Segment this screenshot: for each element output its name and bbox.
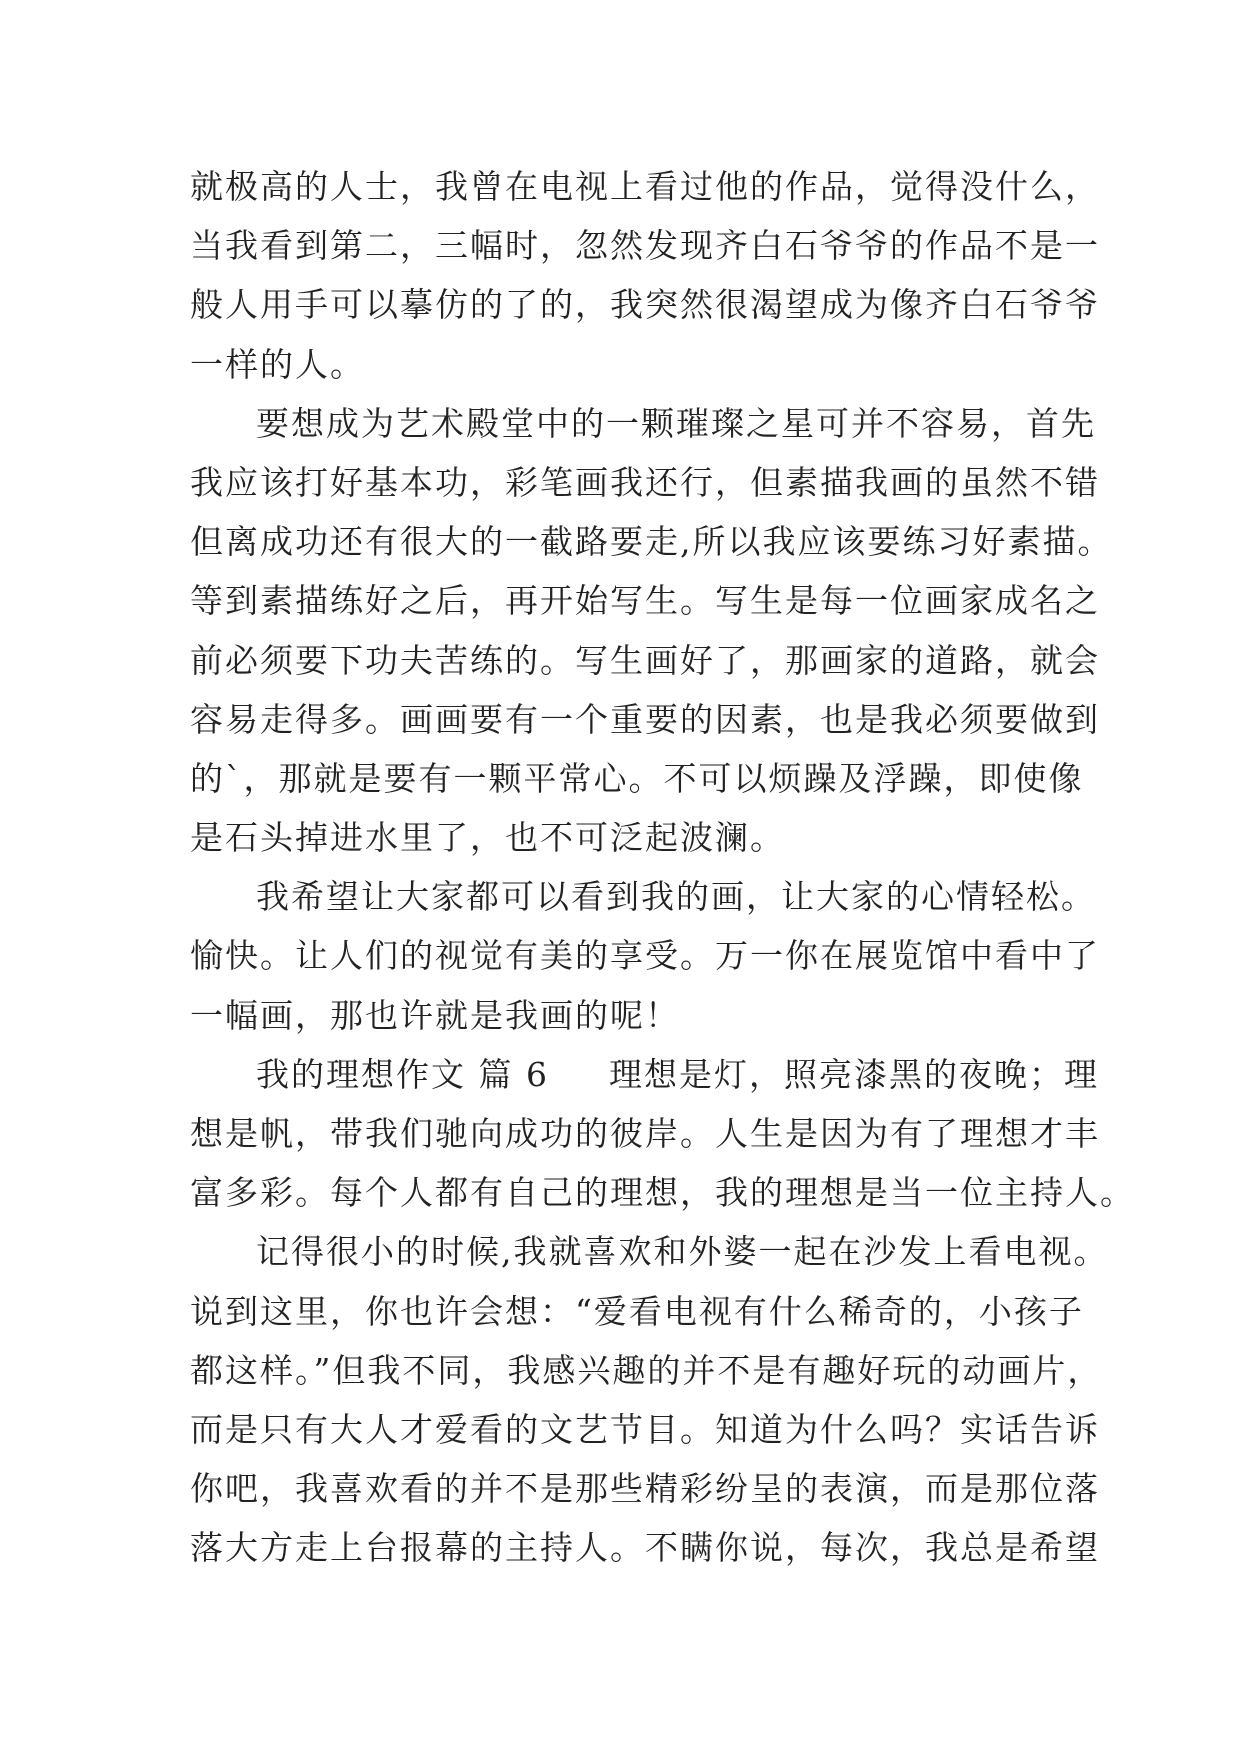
section-heading: 我的理想作文 篇 6 xyxy=(256,1054,549,1094)
text-line: 般人用手可以摹仿的了的，我突然很渴望成为像齐白石爷爷 xyxy=(190,285,1100,325)
text-line: 当我看到第二，三幅时，忽然发现齐白石爷爷的作品不是一 xyxy=(190,226,1100,266)
paragraph-start-line: 我希望让大家都可以看到我的画，让大家的心情轻松。 xyxy=(256,877,1096,917)
paragraph-start-line: 要想成为艺术殿堂中的一颗璀璨之星可并不容易，首先 xyxy=(256,403,1096,443)
document-body xyxy=(190,157,1135,1578)
text-line: 一样的人。 xyxy=(190,344,365,384)
text-line: 你吧，我喜欢看的并不是那些精彩纷呈的表演，而是那位落 xyxy=(190,1469,1100,1509)
text-line: 的`，那就是要有一颗平常心。不可以烦躁及浮躁，即使像 xyxy=(190,758,1084,798)
text-line: 就极高的人士，我曾在电视上看过他的作品，觉得没什么， xyxy=(190,167,1100,206)
text-line: 但离成功还有很大的一截路要走,所以我应该要练习好素描。 xyxy=(190,522,1113,562)
text-line: 等到素描练好之后，再开始写生。写生是每一位画家成名之 xyxy=(190,581,1100,621)
paragraph-start-line: 记得很小的时候,我就喜欢和外婆一起在沙发上看电视。 xyxy=(256,1232,1109,1272)
text-line: 前必须要下功夫苦练的。写生画好了，那画家的道路，就会 xyxy=(190,640,1100,680)
text-line: 落大方走上台报幕的主持人。不瞒你说，每次，我总是希望 xyxy=(190,1528,1100,1568)
text-line: 而是只有大人才爱看的文艺节目。知道为什么吗？实话告诉 xyxy=(190,1409,1100,1449)
text-line: 说到这里，你也许会想：“爱看电视有什么稀奇的，小孩子 xyxy=(190,1291,1084,1331)
text-line: 想是帆，带我们驰向成功的彼岸。人生是因为有了理想才丰 xyxy=(190,1114,1100,1153)
text-line: 我应该打好基本功，彩笔画我还行，但素描我画的虽然不错 xyxy=(190,462,1100,502)
text-line: 是石头掉进水里了，也不可泛起波澜。 xyxy=(190,818,785,858)
text-line: 富多彩。每个人都有自己的理想，我的理想是当一位主持人。 xyxy=(190,1173,1135,1213)
section-first-sentence: 理想是灯，照亮漆黑的夜晚；理 xyxy=(608,1054,1099,1094)
text-line: 容易走得多。画画要有一个重要的因素，也是我必须要做到 xyxy=(190,699,1100,739)
text-line: 愉快。让人们的视觉有美的享受。万一你在展览馆中看中了 xyxy=(190,936,1100,976)
text-line: 一幅画，那也许就是我画的呢！ xyxy=(190,995,680,1035)
section-heading-line xyxy=(190,1045,1099,1104)
text-line: 都这样。”但我不同，我感兴趣的并不是有趣好玩的动画片， xyxy=(190,1350,1103,1390)
